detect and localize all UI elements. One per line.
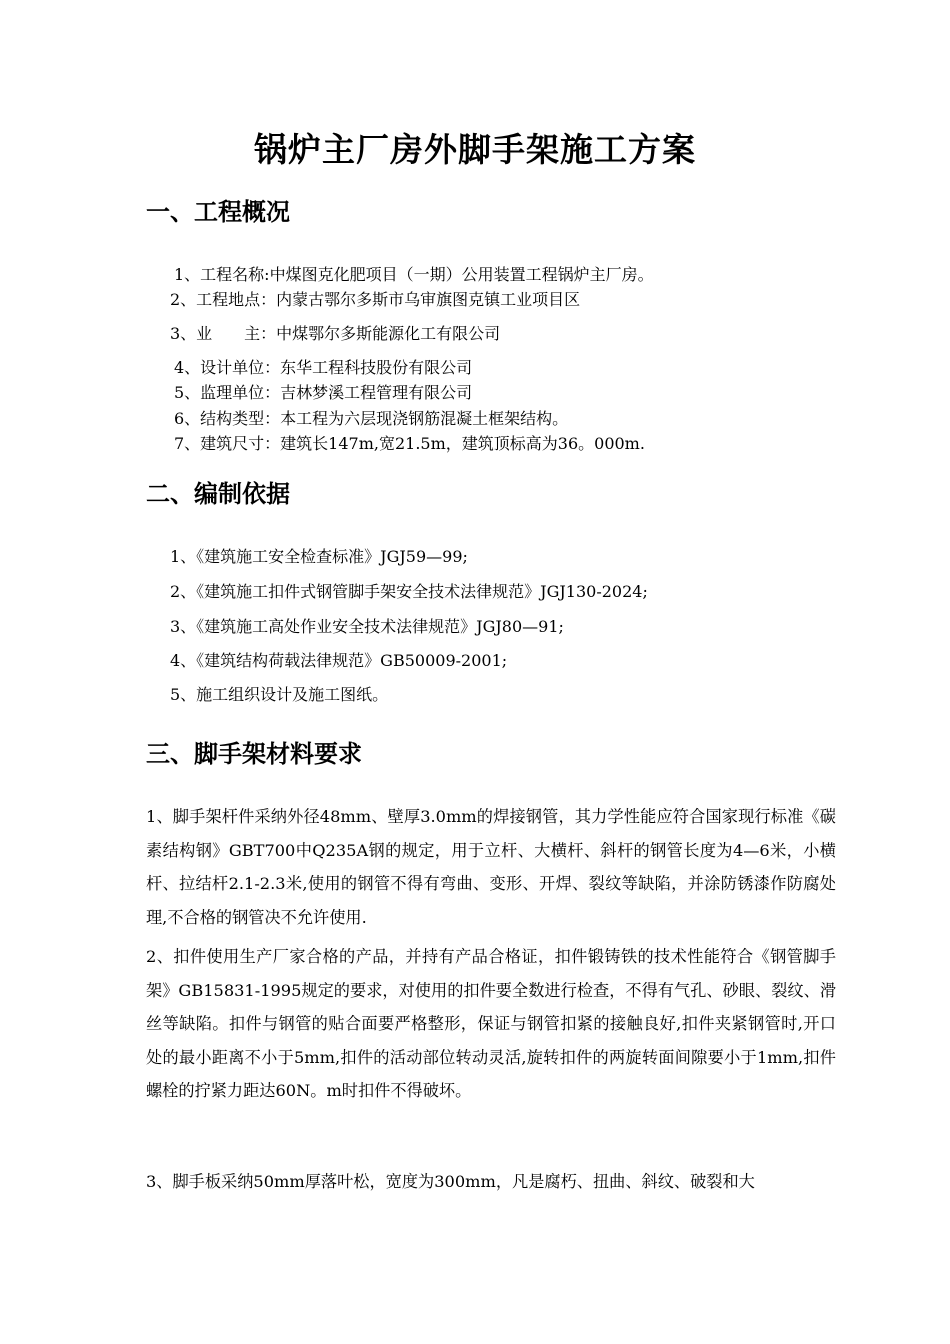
basis-item-4: 4、《建筑结构荷载法律规范》GB50009-2001; bbox=[170, 651, 508, 670]
material-paragraph-3: 3、脚手板采纳50mm厚落叶松，宽度为300mm，凡是腐朽、扭曲、斜纹、破裂和大 bbox=[146, 1172, 755, 1191]
section-heading-material-requirements: 三、脚手架材料要求 bbox=[146, 740, 362, 768]
section-heading-overview: 一、工程概况 bbox=[146, 198, 290, 226]
basis-item-2: 2、《建筑施工扣件式钢管脚手架安全技术法律规范》JGJ130-2024; bbox=[170, 582, 648, 601]
basis-item-3: 3、《建筑施工高处作业安全技术法律规范》JGJ80—91; bbox=[170, 617, 564, 636]
overview-item-structure-type: 6、结构类型：本工程为六层现浇钢筋混凝土框架结构。 bbox=[174, 409, 569, 428]
overview-item-owner: 3、业 主：中煤鄂尔多斯能源化工有限公司 bbox=[170, 324, 501, 343]
document-title: 锅炉主厂房外脚手架施工方案 bbox=[254, 130, 696, 169]
overview-item-location: 2、工程地点：内蒙古鄂尔多斯市乌审旗图克镇工业项目区 bbox=[170, 290, 581, 309]
section-heading-basis: 二、编制依据 bbox=[146, 480, 290, 508]
overview-item-supervision-unit: 5、监理单位：吉林梦溪工程管理有限公司 bbox=[174, 383, 473, 402]
overview-item-design-unit: 4、设计单位：东华工程科技股份有限公司 bbox=[174, 358, 473, 377]
material-paragraph-2: 2、扣件使用生产厂家合格的产品，并持有产品合格证，扣件锻铸铁的技术性能符合《钢管脚手架》GB15831-1995规定的要求，对使用的扣件要全数进行检查，不得有气孔、砂眼、裂纹、滑丝等缺陷。扣件与钢管的贴合面要严格整形，保证与钢管扣紧的接触良好,扣件夹紧钢管时,开口处的最小距离不小于5mm,扣件的活动部位转动灵活,旋转扣件的两旋转面间隙要小于1mm,扣件螺栓的拧紧力距达60N。m时扣件不得破坏。 bbox=[146, 947, 836, 1100]
basis-item-5: 5、施工组织设计及施工图纸。 bbox=[170, 685, 389, 704]
basis-item-1: 1、《建筑施工安全检查标准》JGJ59—99; bbox=[170, 547, 468, 566]
material-paragraph-1: 1、脚手架杆件采纳外径48mm、壁厚3.0mm的焊接钢管，其力学性能应符合国家现行标准《碳素结构钢》GBT700中Q235A钢的规定，用于立杆、大横杆、斜杆的钢管长度为4—6米，小横杆、拉结杆2.1-2.3米,使用的钢管不得有弯曲、变形、开焊、裂纹等缺陷，并涂防锈漆作防腐处理,不合格的钢管决不允许使用. bbox=[146, 807, 836, 927]
overview-item-project-name: 1、工程名称:中煤图克化肥项目（一期）公用装置工程锅炉主厂房。 bbox=[174, 265, 654, 284]
overview-item-building-size: 7、建筑尺寸：建筑长147m,宽21.5m，建筑顶标高为36。000m. bbox=[174, 434, 645, 453]
